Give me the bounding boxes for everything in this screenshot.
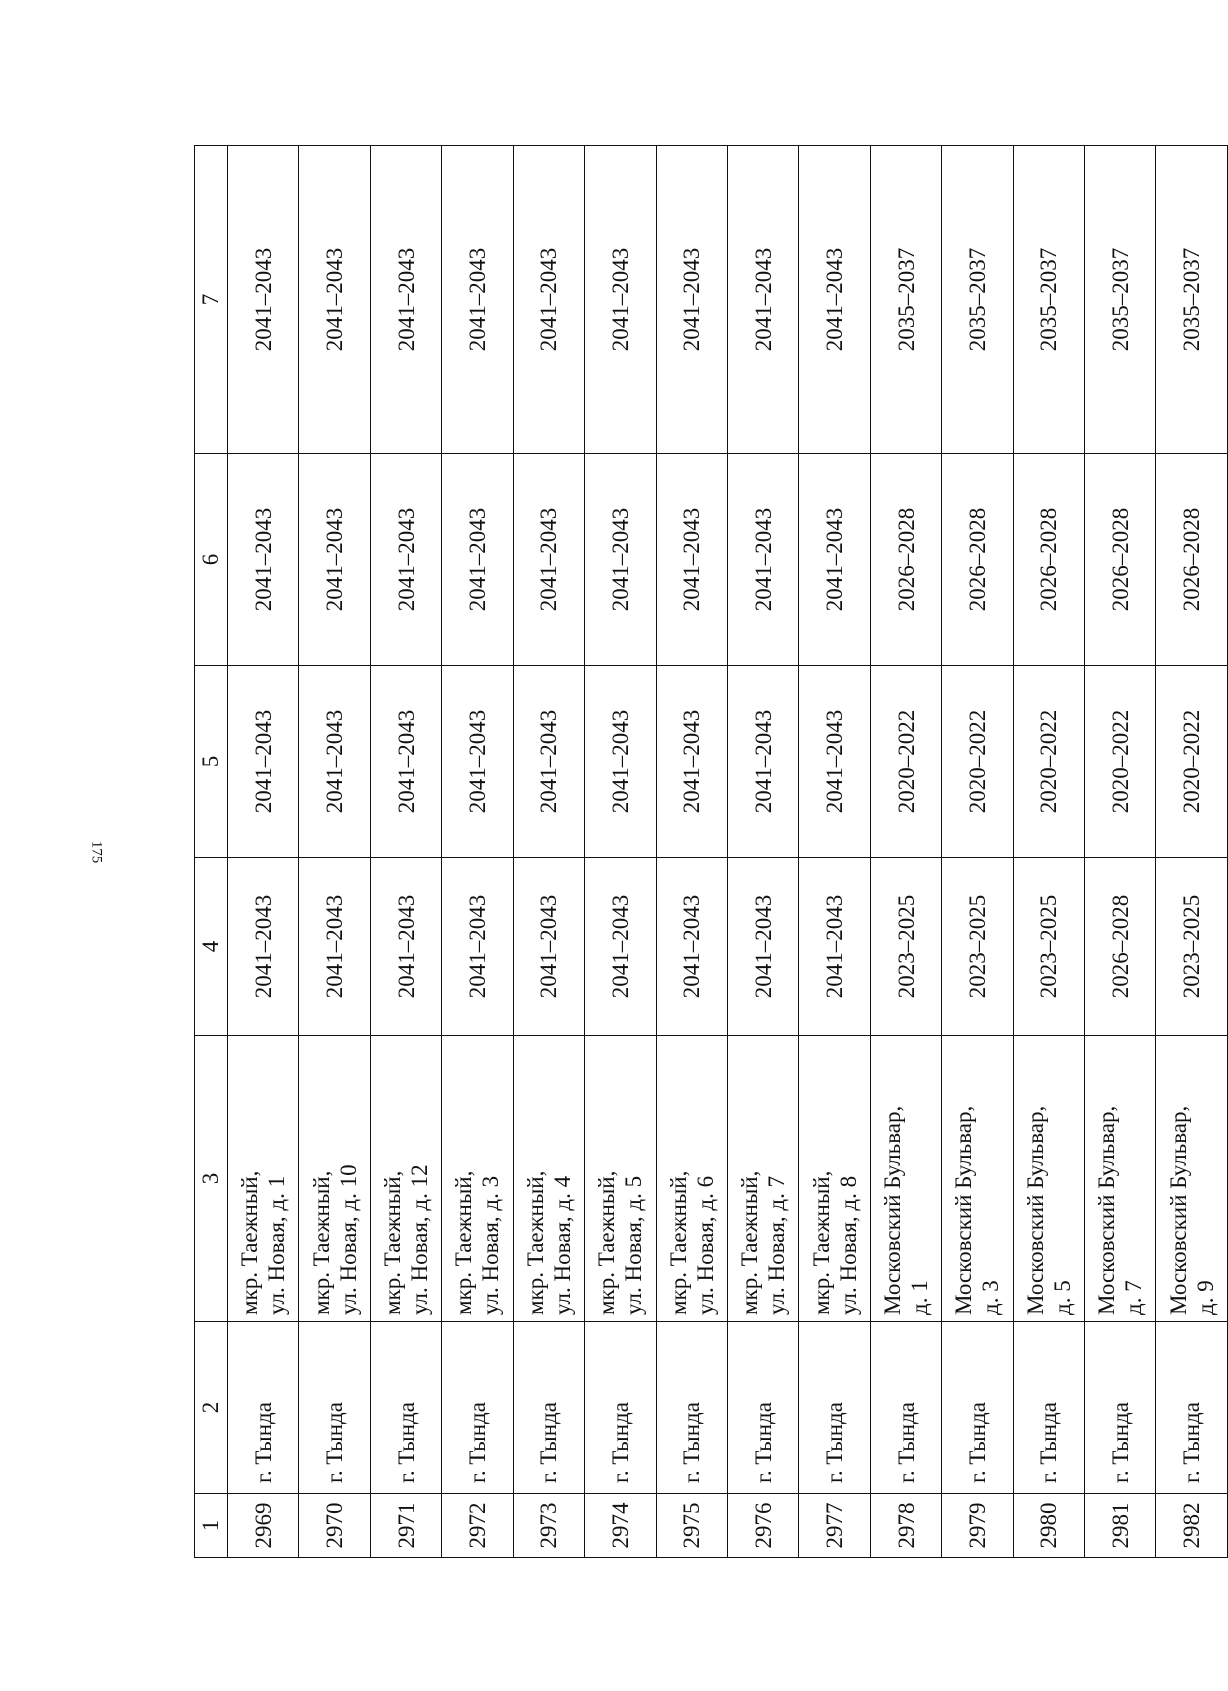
- period-col-4-cell: 2023–2025: [1156, 858, 1228, 1036]
- period-col-6-cell: 2041–2043: [727, 454, 798, 666]
- period-col-5-cell: 2041–2043: [299, 666, 370, 858]
- period-col-5-cell: 2041–2043: [513, 666, 584, 858]
- row-number-cell: 2974: [585, 1494, 656, 1558]
- period-col-6-cell: 2026–2028: [870, 454, 941, 666]
- table-row: [585, 146, 656, 1558]
- city-cell: г. Тында: [870, 1322, 941, 1494]
- address-line-2: ул. Новая, д. 6: [692, 1175, 718, 1315]
- row-number-cell: 2981: [1085, 1494, 1156, 1558]
- row-number-cell: 2977: [799, 1494, 870, 1558]
- period-col-5-cell: 2020–2022: [1085, 666, 1156, 858]
- address-line-2: ул. Новая, д. 4: [549, 1175, 575, 1315]
- address-cell: [1013, 1036, 1084, 1322]
- period-col-5-cell: 2041–2043: [656, 666, 727, 858]
- period-col-7-cell: 2041–2043: [799, 146, 870, 454]
- table-body: [228, 146, 1228, 1558]
- table-row: [656, 146, 727, 1558]
- period-col-7-cell: 2035–2037: [1085, 146, 1156, 454]
- row-number-cell: 2973: [513, 1494, 584, 1558]
- address-line-1: мкр. Таежный,: [451, 1170, 477, 1315]
- address-line-2: д. 3: [978, 1280, 1004, 1315]
- period-col-6-cell: 2041–2043: [299, 454, 370, 666]
- row-number-cell: 2978: [870, 1494, 941, 1558]
- address-line-1: мкр. Таежный,: [808, 1170, 834, 1315]
- city-cell: г. Тында: [942, 1322, 1013, 1494]
- period-col-5-cell: 2041–2043: [799, 666, 870, 858]
- table-row: [1156, 146, 1228, 1558]
- header-col-7: 7: [195, 146, 228, 454]
- city-cell: г. Тында: [1085, 1322, 1156, 1494]
- table-row: [942, 146, 1013, 1558]
- table-row: [727, 146, 798, 1558]
- table-row: [299, 146, 370, 1558]
- header-row: [195, 146, 228, 1558]
- address-line-2: д. 9: [1192, 1280, 1218, 1315]
- address-line-2: ул. Новая, д. 12: [407, 1164, 433, 1315]
- period-col-4-cell: 2023–2025: [870, 858, 941, 1036]
- header-col-3: 3: [195, 1036, 228, 1322]
- address-cell: [1156, 1036, 1228, 1322]
- schedule-table: [194, 145, 1228, 1558]
- table-row: [370, 146, 441, 1558]
- row-number-cell: 2976: [727, 1494, 798, 1558]
- period-col-4-cell: 2023–2025: [942, 858, 1013, 1036]
- period-col-7-cell: 2041–2043: [228, 146, 299, 454]
- table-row: [513, 146, 584, 1558]
- period-col-5-cell: 2041–2043: [370, 666, 441, 858]
- period-col-4-cell: 2041–2043: [299, 858, 370, 1036]
- header-col-5: 5: [195, 666, 228, 858]
- address-line-1: мкр. Таежный,: [308, 1170, 334, 1315]
- header-col-4: 4: [195, 858, 228, 1036]
- period-col-6-cell: 2026–2028: [1085, 454, 1156, 666]
- address-line-1: мкр. Таежный,: [737, 1170, 763, 1315]
- city-cell: г. Тында: [370, 1322, 441, 1494]
- city-cell: г. Тында: [442, 1322, 513, 1494]
- table-row: [1085, 146, 1156, 1558]
- header-col-6: 6: [195, 454, 228, 666]
- period-col-5-cell: 2020–2022: [870, 666, 941, 858]
- address-line-1: мкр. Таежный,: [594, 1170, 620, 1315]
- period-col-4-cell: 2041–2043: [513, 858, 584, 1036]
- period-col-5-cell: 2041–2043: [727, 666, 798, 858]
- period-col-4-cell: 2041–2043: [656, 858, 727, 1036]
- table-row: [228, 146, 299, 1558]
- row-number-cell: 2980: [1013, 1494, 1084, 1558]
- address-line-2: д. 1: [907, 1280, 932, 1315]
- period-col-7-cell: 2041–2043: [656, 146, 727, 454]
- address-cell: [585, 1036, 656, 1322]
- period-col-7-cell: 2041–2043: [370, 146, 441, 454]
- period-col-6-cell: 2041–2043: [656, 454, 727, 666]
- row-number-cell: 2975: [656, 1494, 727, 1558]
- address-line-1: Московский Бульвар,: [1022, 1105, 1048, 1315]
- address-line-1: мкр. Таежный,: [380, 1170, 406, 1315]
- page-number: 175: [88, 840, 105, 864]
- address-line-2: ул. Новая, д. 10: [335, 1164, 361, 1315]
- address-line-2: ул. Новая, д. 3: [478, 1175, 504, 1315]
- row-number-cell: 2969: [228, 1494, 299, 1558]
- address-line-2: ул. Новая, д. 8: [835, 1175, 861, 1315]
- period-col-6-cell: 2041–2043: [799, 454, 870, 666]
- period-col-4-cell: 2041–2043: [228, 858, 299, 1036]
- period-col-7-cell: 2041–2043: [727, 146, 798, 454]
- address-line-1: мкр. Таежный,: [665, 1170, 691, 1315]
- address-cell: [370, 1036, 441, 1322]
- period-col-6-cell: 2026–2028: [942, 454, 1013, 666]
- address-line-1: Московский Бульвар,: [951, 1105, 977, 1315]
- period-col-7-cell: 2041–2043: [299, 146, 370, 454]
- row-number-cell: 2982: [1156, 1494, 1228, 1558]
- city-cell: г. Тында: [299, 1322, 370, 1494]
- city-cell: г. Тында: [513, 1322, 584, 1494]
- row-number-cell: 2970: [299, 1494, 370, 1558]
- city-cell: г. Тында: [727, 1322, 798, 1494]
- address-line-2: ул. Новая, д. 1: [264, 1175, 290, 1315]
- address-cell: [513, 1036, 584, 1322]
- header-col-2: 2: [195, 1322, 228, 1494]
- period-col-5-cell: 2020–2022: [1156, 666, 1228, 858]
- address-line-2: ул. Новая, д. 5: [621, 1175, 647, 1315]
- address-cell: [442, 1036, 513, 1322]
- address-line-2: ул. Новая, д. 7: [764, 1175, 790, 1315]
- address-line-1: Московский Бульвар,: [1094, 1105, 1120, 1315]
- address-cell: [228, 1036, 299, 1322]
- address-cell: [656, 1036, 727, 1322]
- address-cell: [299, 1036, 370, 1322]
- address-line-1: мкр. Таежный,: [237, 1170, 263, 1315]
- city-cell: г. Тында: [799, 1322, 870, 1494]
- address-cell: [799, 1036, 870, 1322]
- city-cell: г. Тында: [1013, 1322, 1084, 1494]
- table-row: [870, 146, 941, 1558]
- address-line-1: Московский Бульвар,: [880, 1105, 905, 1315]
- period-col-4-cell: 2023–2025: [1013, 858, 1084, 1036]
- period-col-6-cell: 2041–2043: [513, 454, 584, 666]
- period-col-7-cell: 2035–2037: [1013, 146, 1084, 454]
- period-col-6-cell: 2041–2043: [442, 454, 513, 666]
- period-col-7-cell: 2041–2043: [442, 146, 513, 454]
- period-col-5-cell: 2041–2043: [228, 666, 299, 858]
- period-col-6-cell: 2041–2043: [228, 454, 299, 666]
- city-cell: г. Тында: [656, 1322, 727, 1494]
- address-line-1: Московский Бульвар,: [1165, 1105, 1191, 1315]
- period-col-4-cell: 2026–2028: [1085, 858, 1156, 1036]
- period-col-5-cell: 2020–2022: [1013, 666, 1084, 858]
- city-cell: г. Тында: [228, 1322, 299, 1494]
- period-col-6-cell: 2041–2043: [585, 454, 656, 666]
- city-cell: г. Тында: [1156, 1322, 1228, 1494]
- period-col-4-cell: 2041–2043: [799, 858, 870, 1036]
- period-col-5-cell: 2041–2043: [442, 666, 513, 858]
- period-col-6-cell: 2026–2028: [1013, 454, 1084, 666]
- table-row: [442, 146, 513, 1558]
- address-cell: [1085, 1036, 1156, 1322]
- period-col-4-cell: 2041–2043: [727, 858, 798, 1036]
- period-col-5-cell: 2020–2022: [942, 666, 1013, 858]
- rotated-table-container: [194, 146, 1228, 1558]
- row-number-cell: 2971: [370, 1494, 441, 1558]
- row-number-cell: 2972: [442, 1494, 513, 1558]
- address-cell: [727, 1036, 798, 1322]
- address-line-2: д. 7: [1121, 1280, 1147, 1315]
- address-line-2: д. 5: [1049, 1280, 1075, 1315]
- address-cell: [942, 1036, 1013, 1322]
- table-row: [1013, 146, 1084, 1558]
- period-col-4-cell: 2041–2043: [585, 858, 656, 1036]
- period-col-6-cell: 2026–2028: [1156, 454, 1228, 666]
- address-cell: [870, 1036, 941, 1322]
- row-number-cell: 2979: [942, 1494, 1013, 1558]
- address-line-1: мкр. Таежный,: [522, 1170, 548, 1315]
- period-col-7-cell: 2041–2043: [585, 146, 656, 454]
- period-col-5-cell: 2041–2043: [585, 666, 656, 858]
- period-col-7-cell: 2035–2037: [1156, 146, 1228, 454]
- period-col-7-cell: 2035–2037: [870, 146, 941, 454]
- period-col-4-cell: 2041–2043: [442, 858, 513, 1036]
- period-col-6-cell: 2041–2043: [370, 454, 441, 666]
- period-col-7-cell: 2041–2043: [513, 146, 584, 454]
- period-col-7-cell: 2035–2037: [942, 146, 1013, 454]
- city-cell: г. Тында: [585, 1322, 656, 1494]
- header-col-1: 1: [195, 1494, 228, 1558]
- table-row: [799, 146, 870, 1558]
- period-col-4-cell: 2041–2043: [370, 858, 441, 1036]
